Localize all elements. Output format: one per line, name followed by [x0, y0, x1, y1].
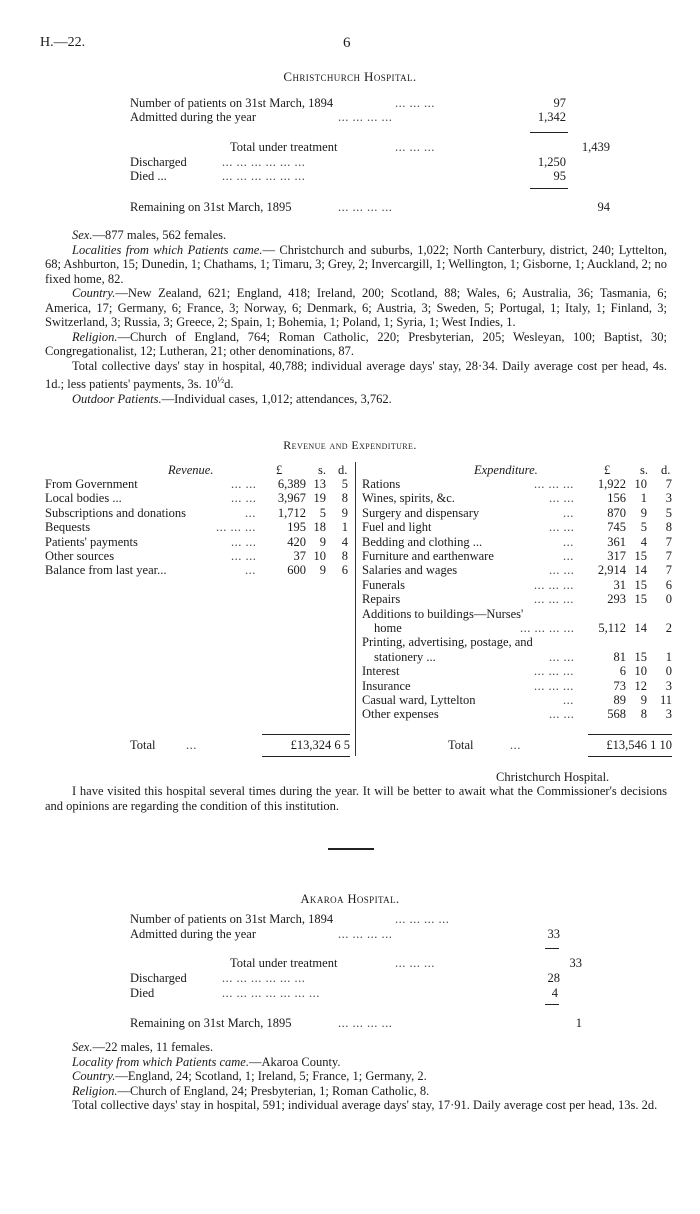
stat-value: 97 — [553, 96, 566, 110]
christchurch-notes — [45, 228, 667, 406]
days-stay-suffix: d. — [224, 377, 234, 392]
item-dots: ... — [563, 505, 574, 520]
item-label: Rations — [362, 477, 401, 491]
item-label: Salaries and wages — [362, 563, 458, 578]
amount-pounds: 89 — [613, 693, 626, 707]
amount-pounds: 195 — [287, 520, 306, 535]
stat-value: 95 — [553, 169, 566, 183]
item-dots: ... ... — [549, 520, 575, 535]
comment-text: I have visited this hospital several times during the year. It will be better to await what the Commissioner's decisions and opinions are regarding the condition of this institution. — [45, 784, 667, 813]
stat-label: Discharged — [130, 971, 187, 985]
expenditure-row — [0, 707, 700, 721]
stat-label: Died ... — [130, 169, 167, 183]
amount-pence: 8 — [665, 520, 672, 535]
outdoor-text: —Individual cases, 1,012; attendances, 3,762. — [161, 391, 392, 406]
comment-heading: Christchurch Hospital. — [496, 770, 610, 784]
stat-row — [0, 169, 700, 184]
amount-pence: 0 — [665, 664, 672, 679]
stat-row — [0, 110, 700, 125]
revenue-total-rule — [262, 734, 350, 735]
expenditure-total-rule — [588, 734, 672, 735]
expenditure-row — [0, 607, 700, 621]
amount-pence: 5 — [341, 477, 348, 491]
days-stay-text: Total collective days' stay in hospital, 40,788; individual average days' stay, 28·34. Daily average cost per head, 4s. 1d.; less patients' payments, 3s. 10 — [45, 358, 667, 392]
item-label: Printing, advertising, postage, and — [362, 635, 533, 650]
outdoor-label: Outdoor Patients. — [72, 391, 162, 406]
item-label: Balance from last year... — [45, 563, 167, 578]
amount-pence: 6 — [665, 577, 672, 592]
revenue-bottom-rule — [262, 756, 350, 757]
stat-value: 1,342 — [537, 110, 566, 124]
sex-text: —877 males, 562 females. — [92, 228, 227, 242]
amount-pence: 3 — [665, 678, 672, 693]
religion-text: —Church of England, 764; Roman Catholic, 220; Presbyterian, 205; Wesleyan, 100; Baptist, 30; Congregationalist, 12; Lutheran, 21; other denominations, 87. — [45, 329, 667, 358]
revenue-total-dots: ... — [186, 738, 197, 752]
revenue-expenditure-title: Revenue and Expenditure. — [283, 438, 417, 452]
item-dots: ... ... ... ... — [520, 621, 575, 635]
item-dots: ... ... — [231, 491, 257, 506]
country-label: Country. — [72, 1069, 116, 1083]
item-label: Furniture and earthenware — [362, 549, 494, 563]
revenue-total: £13,324 6 5 — [290, 738, 350, 752]
sum-rule — [545, 948, 559, 949]
amount-pence: 4 — [341, 534, 348, 549]
stat-dots: ... ... ... ... — [395, 912, 450, 926]
page-identifier: H.—22. — [40, 35, 86, 50]
amount-pence: 7 — [665, 534, 672, 549]
days-stay-fraction: ½ — [217, 375, 225, 385]
expenditure-row — [0, 592, 700, 606]
amount-shillings: 5 — [319, 505, 326, 520]
item-label: Additions to buildings—Nurses' — [362, 606, 524, 621]
expenditure-row — [0, 578, 700, 592]
remaining-value: 94 — [597, 200, 610, 214]
expenditure-row — [0, 635, 700, 649]
amount-shillings: 5 — [640, 520, 647, 535]
religion-label: Religion. — [72, 1083, 118, 1098]
item-label: Funerals — [362, 577, 406, 592]
expenditure-row — [0, 549, 700, 563]
stat-label: Discharged — [130, 155, 187, 169]
amount-shillings: 19 — [313, 491, 326, 506]
total-row — [0, 140, 700, 155]
expenditure-row — [0, 477, 700, 491]
total-row — [0, 956, 700, 971]
sum-rule — [545, 1004, 559, 1005]
item-label: Casual ward, Lyttelton — [362, 693, 476, 707]
item-dots: ... ... — [549, 707, 575, 722]
expenditure-row — [0, 621, 700, 635]
stat-label: Number of patients on 31st March, 1894 — [130, 96, 334, 110]
unit-pence: d. — [338, 463, 348, 477]
sex-text: —22 males, 11 females. — [92, 1040, 214, 1054]
expenditure-total-label: Total — [448, 738, 474, 752]
expenditure-heading: Expenditure. — [474, 463, 538, 477]
expenditure-row — [0, 679, 700, 693]
item-label: Other sources — [45, 549, 115, 563]
table-heading-row — [0, 463, 700, 477]
amount-shillings: 9 — [319, 534, 326, 549]
amount-shillings: 10 — [634, 477, 647, 491]
remaining-row — [0, 200, 700, 215]
item-label: Subscriptions and donations — [45, 505, 186, 520]
amount-pence: 5 — [665, 505, 672, 520]
stat-row — [0, 96, 700, 111]
item-label: Interest — [362, 664, 400, 679]
country-label: Country. — [72, 286, 116, 300]
amount-shillings: 9 — [640, 505, 647, 520]
remaining-dots: ... ... ... ... — [338, 200, 393, 214]
amount-pounds: 37 — [293, 549, 306, 563]
country-text: —New Zealand, 621; England, 418; Ireland, 200; Scotland, 88; Wales, 6; Australia, 36; Tasmania, 6; America, 17; Germany, 6; France, 3; Norway, 6; Denmark, 6; Austria, 3; Sweden, 5; Portugal, 1; Italy, 1; Finland, 3; Switzerland, 3; Russia, 3; Greece, 2; Spain, 1; Bohemia, 1; Poland, 1; Syria, 1; West Indies, 1. — [45, 286, 667, 329]
expenditure-bottom-rule — [588, 756, 672, 757]
stat-dots: ... ... ... — [395, 96, 435, 110]
stat-dots: ... ... ... ... ... ... — [222, 169, 306, 183]
amount-pounds: 73 — [613, 678, 626, 693]
amount-pounds: 293 — [607, 592, 626, 607]
amount-pence: 0 — [665, 592, 672, 607]
item-label: Local bodies ... — [45, 491, 122, 506]
country-text: —England, 24; Scotland, 1; Ireland, 5; France, 1; Germany, 2. — [115, 1069, 427, 1083]
localities-label: Localities from which Patients came. — [72, 242, 263, 257]
amount-pence: 3 — [665, 491, 672, 506]
amount-pence: 1 — [665, 649, 672, 664]
amount-pounds: 2,914 — [597, 563, 626, 578]
item-dots: ... ... — [231, 549, 257, 563]
stat-dots: ... ... ... ... — [338, 110, 393, 124]
christchurch-title: Christchurch Hospital. — [283, 69, 417, 84]
expenditure-row — [0, 491, 700, 505]
item-label: Repairs — [362, 592, 401, 607]
expenditure-total: £13,546 1 10 — [606, 738, 672, 752]
amount-shillings: 10 — [634, 664, 647, 679]
sex-label: Sex. — [72, 1040, 93, 1054]
locality-label: Locality from which Patients came. — [72, 1054, 249, 1069]
amount-pounds: 6,389 — [277, 477, 306, 491]
amount-pounds: 568 — [607, 707, 626, 722]
item-label: From Government — [45, 477, 138, 491]
unit-pounds: £ — [604, 463, 611, 477]
stat-value: 4 — [551, 986, 558, 1000]
amount-pounds: 1,922 — [597, 477, 626, 491]
stat-dots: ... ... ... ... — [338, 927, 393, 941]
locality-text: —Akaroa County. — [248, 1054, 341, 1069]
amount-pence: 8 — [341, 491, 348, 506]
amount-pounds: 3,967 — [277, 491, 306, 506]
item-dots: ... ... ... — [534, 477, 574, 491]
expenditure-row — [0, 650, 700, 664]
stat-label: Died — [130, 986, 155, 1000]
expenditure-row — [0, 664, 700, 678]
amount-shillings: 8 — [640, 707, 647, 722]
amount-pence: 6 — [341, 563, 348, 578]
item-dots: ... ... ... — [216, 520, 256, 535]
stat-dots: ... ... ... ... ... ... — [222, 971, 306, 985]
total-dots: ... ... ... — [395, 140, 435, 154]
akaroa-title: Akaroa Hospital. — [300, 892, 400, 906]
stat-row — [0, 986, 700, 1001]
amount-pence: 11 — [659, 693, 672, 707]
total-dots: ... ... ... — [395, 956, 435, 970]
stat-row — [0, 155, 700, 170]
remaining-dots: ... ... ... ... — [338, 1016, 393, 1030]
stat-label: Admitted during the year — [130, 110, 257, 124]
amount-pounds: 420 — [287, 534, 306, 549]
amount-pence: 9 — [341, 505, 348, 520]
total-value: 1,439 — [581, 140, 610, 154]
page-number: 6 — [343, 35, 351, 51]
amount-pence: 1 — [341, 520, 348, 535]
total-label: Total under treatment — [230, 140, 338, 154]
remaining-row — [0, 1016, 700, 1031]
amount-shillings: 10 — [313, 549, 326, 563]
amount-shillings: 15 — [634, 592, 647, 607]
item-dots: ... ... — [549, 491, 575, 506]
amount-shillings: 13 — [313, 477, 326, 491]
item-dots: ... ... ... — [534, 678, 574, 693]
stat-value: 28 — [547, 971, 560, 985]
sum-rule — [530, 132, 568, 133]
section-divider — [328, 848, 374, 850]
total-label: Total under treatment — [230, 956, 338, 970]
amount-pounds: 5,112 — [598, 621, 626, 635]
amount-shillings: 15 — [634, 549, 647, 563]
amount-pence: 7 — [665, 549, 672, 563]
item-label: Surgery and dispensary — [362, 505, 480, 520]
amount-pounds: 6 — [619, 664, 626, 679]
amount-pounds: 81 — [613, 649, 626, 664]
remaining-label: Remaining on 31st March, 1895 — [130, 200, 292, 214]
item-dots: ... — [245, 563, 256, 578]
stat-label: Number of patients on 31st March, 1894 — [130, 912, 334, 926]
amount-pounds: 361 — [607, 534, 626, 549]
sum-rule — [530, 188, 568, 189]
unit-pounds: £ — [276, 463, 283, 477]
expenditure-total-dots: ... — [510, 738, 521, 752]
total-value: 33 — [569, 956, 582, 970]
item-label: Insurance — [362, 678, 411, 693]
stat-value: 33 — [547, 927, 560, 941]
stat-row — [0, 971, 700, 986]
item-dots: ... ... ... — [534, 664, 574, 679]
religion-label: Religion. — [72, 329, 118, 344]
expenditure-row — [0, 535, 700, 549]
comment-paragraph — [45, 784, 667, 813]
item-dots: ... ... — [549, 649, 575, 664]
totals-row — [0, 738, 700, 752]
amount-pounds: 600 — [287, 563, 306, 578]
amount-pence: 7 — [665, 477, 672, 491]
amount-pounds: 745 — [607, 520, 626, 535]
days-stay-text: Total collective days' stay in hospital, 591; individual average days' stay, 17·91. Daily average cost per head, 13s. 2d. — [72, 1098, 658, 1112]
item-dots: ... — [563, 549, 574, 563]
item-dots: ... — [563, 534, 574, 549]
amount-pounds: 31 — [613, 577, 626, 592]
item-label: Other expenses — [362, 707, 439, 722]
akaroa-notes — [45, 1040, 667, 1113]
item-label: Fuel and light — [362, 520, 432, 535]
amount-pence: 3 — [665, 707, 672, 722]
item-label: Bedding and clothing ... — [362, 534, 483, 549]
item-dots: ... — [245, 505, 256, 520]
amount-shillings: 9 — [640, 693, 647, 707]
amount-pence: 2 — [665, 621, 672, 635]
amount-shillings: 14 — [634, 621, 647, 635]
amount-shillings: 12 — [634, 678, 647, 693]
stat-dots: ... ... ... ... ... ... ... — [222, 986, 320, 1000]
amount-pounds: 156 — [607, 491, 626, 506]
item-label: Wines, spirits, &c. — [362, 491, 455, 506]
amount-pence: 8 — [341, 549, 348, 563]
item-dots: ... ... — [549, 563, 575, 578]
item-label: home — [374, 621, 402, 635]
item-dots: ... ... — [231, 477, 257, 491]
expenditure-row — [0, 506, 700, 520]
amount-shillings: 15 — [634, 577, 647, 592]
item-label: stationery ... — [374, 649, 436, 664]
religion-text: —Church of England, 24; Presbyterian, 1; Roman Catholic, 8. — [117, 1083, 430, 1098]
amount-shillings: 18 — [313, 520, 326, 535]
revenue-heading: Revenue. — [168, 463, 214, 477]
amount-pounds: 317 — [607, 549, 626, 563]
item-dots: ... ... ... — [534, 577, 574, 592]
amount-pence: 7 — [665, 563, 672, 578]
expenditure-row — [0, 520, 700, 534]
stat-dots: ... ... ... ... ... ... — [222, 155, 306, 169]
item-dots: ... — [563, 693, 574, 707]
remaining-label: Remaining on 31st March, 1895 — [130, 1016, 292, 1030]
item-dots: ... ... ... — [534, 592, 574, 607]
item-label: Bequests — [45, 520, 91, 535]
amount-shillings: 4 — [640, 534, 647, 549]
amount-shillings: 15 — [634, 649, 647, 664]
item-dots: ... ... — [231, 534, 257, 549]
sex-label: Sex. — [72, 228, 93, 242]
stat-label: Admitted during the year — [130, 927, 257, 941]
amount-shillings: 9 — [319, 563, 326, 578]
amount-pounds: 870 — [607, 505, 626, 520]
amount-shillings: 14 — [634, 563, 647, 578]
unit-shillings: s. — [640, 463, 648, 477]
unit-shillings: s. — [318, 463, 326, 477]
expenditure-row — [0, 563, 700, 577]
stat-value: 1,250 — [537, 155, 566, 169]
localities-text: — Christchurch and suburbs, 1,022; North Canterbury, district, 240; Lyttelton, 68; Ashburton, 15; Dunedin, 1; Chathams, 1; Timaru, 3; Grey, 2; Invercargill, 1; Wellington, 1; Gisborne, 1; Auckland, 2; no fixed home, 82. — [45, 242, 668, 286]
unit-pence: d. — [661, 463, 671, 477]
remaining-value: 1 — [575, 1016, 582, 1030]
amount-pounds: 1,712 — [277, 505, 306, 520]
expenditure-row — [0, 693, 700, 707]
stat-row — [0, 927, 700, 942]
revenue-total-label: Total — [130, 738, 156, 752]
item-label: Patients' payments — [45, 534, 138, 549]
amount-shillings: 1 — [640, 491, 647, 506]
stat-row — [0, 912, 700, 927]
